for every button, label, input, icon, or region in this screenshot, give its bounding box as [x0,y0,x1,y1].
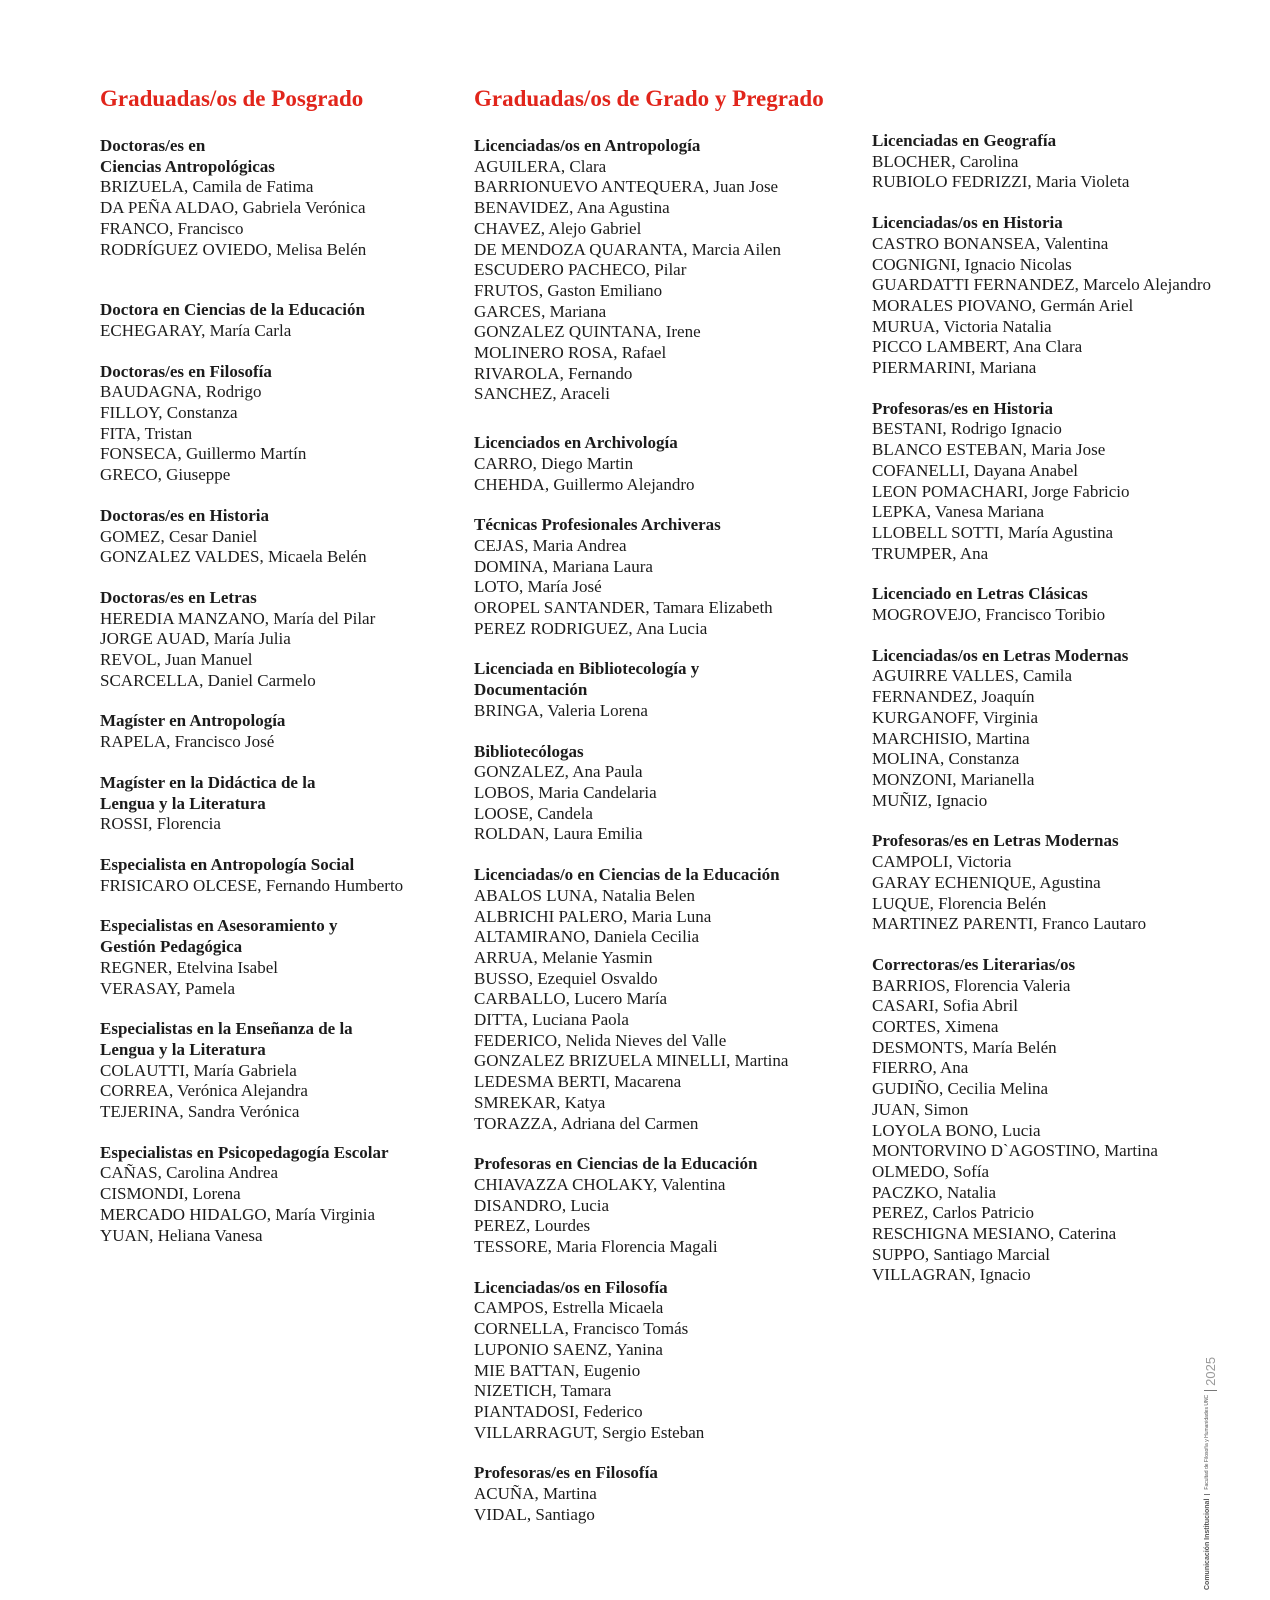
footer-unit: Comunicación Institucional [1204,1498,1211,1590]
graduate-name: DESMONTS, María Belén [872,1037,1057,1057]
graduate-name: LOTO, María José [474,577,602,597]
graduate-name: COLAUTTI, María Gabriela [100,1060,297,1080]
graduate-name: CASTRO BONANSEA, Valentina [872,233,1109,253]
graduate-name: ROSSI, Florencia [100,814,221,834]
graduate-name: MOLINERO ROSA, Rafael [474,343,667,363]
graduate-name: MORALES PIOVANO, Germán Ariel [872,295,1134,315]
column-heading: Graduadas/os de Grado y Pregrado [474,86,824,111]
graduate-name: ABALOS LUNA, Natalia Belen [474,885,695,905]
graduate-name: GARAY ECHENIQUE, Agustina [872,872,1101,892]
graduate-name: VIDAL, Santiago [474,1504,595,1524]
degree-title: Profesoras en Ciencias de la Educación [474,1154,758,1174]
footer-year: 2025 [1204,1357,1217,1391]
degree-section [474,433,854,495]
graduate-name: JORGE AUAD, María Julia [100,629,291,649]
degree-title: Especialistas en la Enseñanza de la Lengua y la Literatura [100,1019,353,1059]
graduate-name: DA PEÑA ALDAO, Gabriela Verónica [100,198,366,218]
graduate-name: VILLAGRAN, Ignacio [872,1265,1031,1285]
degree-section [474,136,854,405]
graduate-name: REGNER, Etelvina Isabel [100,957,278,977]
graduate-name: CAÑAS, Carolina Andrea [100,1163,279,1183]
graduate-name: PIERMARINI, Mariana [872,358,1037,378]
degree-section [474,1463,854,1525]
graduate-name: FONSECA, Guillermo Martín [100,444,307,464]
graduate-name: FRUTOS, Gaston Emiliano [474,280,663,300]
graduate-name: MOLINA, Constanza [872,749,1020,769]
graduate-name: LOYOLA BONO, Lucia [872,1120,1041,1140]
graduate-name: VILLARRAGUT, Sergio Esteban [474,1422,705,1442]
graduate-name: PEREZ RODRIGUEZ, Ana Lucia [474,618,708,638]
graduate-name: GONZALEZ BRIZUELA MINELLI, Martina [474,1051,789,1071]
graduate-name: DITTA, Luciana Paola [474,1010,629,1030]
graduate-name: BUSSO, Ezequiel Osvaldo [474,968,658,988]
degree-title: Magíster en Antropología [100,711,286,731]
graduate-name: KURGANOFF, Virginia [872,707,1039,727]
column-heading: Graduadas/os de Posgrado [100,86,364,111]
degree-section [100,362,450,486]
degree-section [100,1019,450,1123]
graduate-name: MARCHISIO, Martina [872,728,1030,748]
graduate-name: BRINGA, Valeria Lorena [474,700,648,720]
graduate-name: JUAN, Simon [872,1099,969,1119]
degree-section [100,711,450,752]
degree-title: Licenciadas/os en Letras Modernas [872,645,1129,665]
graduate-name: TEJERINA, Sandra Verónica [100,1102,300,1122]
graduate-name: BENAVIDEZ, Ana Agustina [474,198,670,218]
graduate-name: OLMEDO, Sofía [872,1161,990,1181]
degree-title: Licenciadas/os en Antropología [474,136,701,155]
degree-section [872,831,1252,935]
graduate-name: LEPKA, Vanesa Mariana [872,502,1045,522]
footer-logo [1203,1356,1252,1590]
degree-section [100,916,450,999]
graduate-name: MOGROVEJO, Francisco Toribio [872,605,1106,625]
graduate-name: MURUA, Victoria Natalia [872,316,1052,336]
graduate-name: RESCHIGNA MESIANO, Caterina [872,1224,1117,1244]
degree-title: Licenciadas/os en Historia [872,213,1063,233]
graduate-name: BAUDAGNA, Rodrigo [100,382,262,402]
graduate-name: BARRIONUEVO ANTEQUERA, Juan Jose [474,177,779,197]
graduate-name: CAMPOLI, Victoria [872,852,1012,872]
graduate-name: PEREZ, Carlos Patricio [872,1203,1034,1223]
graduate-name: CHEHDA, Guillermo Alejandro [474,474,695,494]
graduate-name: MARTINEZ PARENTI, Franco Lautaro [872,914,1147,934]
graduate-name: TRUMPER, Ana [872,543,989,563]
degree-section [100,136,450,260]
degree-section [872,131,1252,193]
graduate-name: CEJAS, Maria Andrea [474,535,627,555]
degree-title: Correctoras/es Literarias/os [872,954,1076,974]
graduate-name: MERCADO HIDALGO, María Virginia [100,1204,376,1224]
degree-title: Profesoras/es en Letras Modernas [872,831,1119,851]
column-posgrado [100,84,450,1246]
degree-section [100,773,450,835]
graduate-name: BRIZUELA, Camila de Fatima [100,177,314,197]
graduate-name: CARRO, Diego Martin [474,453,634,473]
degree-title: Técnicas Profesionales Archiveras [474,515,721,535]
graduate-name: OROPEL SANTANDER, Tamara Elizabeth [474,598,773,618]
graduate-name: GONZALEZ VALDES, Micaela Belén [100,547,367,567]
graduate-name: GONZALEZ QUINTANA, Irene [474,322,701,342]
degree-title: Doctoras/es en Filosofía [100,361,272,381]
graduate-name: LOBOS, Maria Candelaria [474,782,657,802]
graduate-name: COGNIGNI, Ignacio Nicolas [872,254,1072,274]
graduate-name: MONTORVINO D`AGOSTINO, Martina [872,1141,1158,1161]
graduate-name: SCARCELLA, Daniel Carmelo [100,670,316,690]
degree-section [100,588,450,692]
degree-title: Licenciadas/o en Ciencias de la Educación [474,865,780,885]
graduate-name: CORREA, Verónica Alejandra [100,1081,308,1101]
graduate-name: NIZETICH, Tamara [474,1381,612,1401]
graduate-name: LEDESMA BERTI, Macarena [474,1072,682,1092]
degree-section [872,399,1252,565]
graduate-name: MIE BATTAN, Eugenio [474,1360,641,1380]
graduate-name: TORAZZA, Adriana del Carmen [474,1113,699,1133]
graduate-name: LUPONIO SAENZ, Yanina [474,1339,663,1359]
graduate-name: CARBALLO, Lucero María [474,989,668,1009]
degree-section [100,506,450,568]
degree-section [100,300,450,341]
graduate-name: FERNANDEZ, Joaquín [872,687,1035,707]
graduate-name: GUARDATTI FERNANDEZ, Marcelo Alejandro [872,275,1211,295]
degree-title: Doctoras/es en Letras [100,587,257,607]
graduate-name: FRANCO, Francisco [100,218,244,238]
graduate-name: BLANCO ESTEBAN, Maria Jose [872,440,1106,460]
degree-title: Profesoras/es en Historia [872,398,1053,418]
graduate-name: FRISICARO OLCESE, Fernando Humberto [100,875,404,895]
graduate-name: PACZKO, Natalia [872,1182,997,1202]
graduate-name: YUAN, Heliana Vanesa [100,1225,263,1245]
graduate-name: GONZALEZ, Ana Paula [474,762,643,782]
graduate-name: GUDIÑO, Cecilia Melina [872,1079,1049,1099]
graduate-name: ARRUA, Melanie Yasmin [474,947,653,967]
graduate-name: CASARI, Sofia Abril [872,996,1018,1016]
graduate-name: PIANTADOSI, Federico [474,1401,643,1421]
degree-title: Bibliotecólogas [474,741,584,761]
graduate-name: AGUILERA, Clara [474,156,607,176]
graduate-name: REVOL, Juan Manuel [100,650,253,670]
graduate-name: CHAVEZ, Alejo Gabriel [474,218,642,238]
graduate-name: HEREDIA MANZANO, María del Pilar [100,608,376,628]
graduate-name: SUPPO, Santiago Marcial [872,1244,1051,1264]
graduate-name: GRECO, Giuseppe [100,465,231,485]
degree-section [872,213,1252,379]
graduate-name: MUÑIZ, Ignacio [872,790,988,810]
graduate-name: BESTANI, Rodrigo Ignacio [872,419,1062,439]
graduate-name: LUQUE, Florencia Belén [872,893,1047,913]
degree-title: Magíster en la Didáctica de la Lengua y la Literatura [100,772,316,813]
degree-section [100,855,450,896]
degree-title: Profesoras/es en Filosofía [474,1463,658,1483]
degree-section [872,584,1252,625]
graduate-name: RUBIOLO FEDRIZZI, Maria Violeta [872,172,1130,192]
degree-title: Licenciados en Archivología [474,433,678,453]
degree-title: Licenciado en Letras Clásicas [872,584,1088,604]
graduate-name: LOOSE, Candela [474,803,593,823]
degree-title: Especialistas en Asesoramiento y Gestión Pedagógica [100,916,338,957]
graduate-name: ESCUDERO PACHECO, Pilar [474,260,687,280]
graduate-name: LLOBELL SOTTI, María Agustina [872,522,1114,542]
graduate-name: GOMEZ, Cesar Daniel [100,526,258,546]
degree-section [474,1278,854,1444]
graduate-name: BARRIOS, Florencia Valeria [872,975,1071,995]
graduate-name: BLOCHER, Carolina [872,151,1019,171]
graduate-name: FEDERICO, Nelida Nieves del Valle [474,1030,727,1050]
graduate-name: COFANELLI, Dayana Anabel [872,460,1078,480]
degree-section [474,865,854,1134]
graduate-name: FITA, Tristan [100,423,193,443]
graduate-name: FILLOY, Constanza [100,403,238,423]
graduate-name: ALTAMIRANO, Daniela Cecilia [474,927,700,947]
graduate-name: CORNELLA, Francisco Tomás [474,1319,689,1339]
degree-section [474,742,854,846]
graduate-name: SMREKAR, Katya [474,1092,606,1112]
degree-title: Doctoras/es en Historia [100,505,270,525]
graduate-name: TESSORE, Maria Florencia Magali [474,1237,718,1257]
graduate-name: VERASAY, Pamela [100,978,236,998]
degree-section [872,646,1252,812]
graduate-name: FIERRO, Ana [872,1058,969,1078]
graduate-name: CAMPOS, Estrella Micaela [474,1298,664,1318]
graduate-name: GARCES, Mariana [474,301,607,321]
graduate-name: CISMONDI, Lorena [100,1184,241,1204]
degree-title: Licenciadas en Geografía [872,131,1057,150]
graduate-name: DE MENDOZA QUARANTA, Marcia Ailen [474,239,781,259]
graduate-name: ACUÑA, Martina [474,1484,597,1504]
footer-faculty: Facultad de Filosofía y Humanidades UNC [1204,1395,1210,1495]
graduate-name: ECHEGARAY, María Carla [100,320,292,340]
degree-title: Especialistas en Psicopedagogía Escolar [100,1142,389,1162]
degree-section [872,955,1252,1286]
graduate-name: RIVAROLA, Fernando [474,363,633,383]
graduate-name: RODRÍGUEZ OVIEDO, Melisa Belén [100,239,367,259]
graduate-name: PICCO LAMBERT, Ana Clara [872,337,1083,357]
degree-title: Especialista en Antropología Social [100,854,355,874]
graduate-name: PEREZ, Lourdes [474,1216,591,1236]
degree-section [474,1154,854,1258]
graduate-name: CORTES, Ximena [872,1017,999,1037]
graduate-name: ALBRICHI PALERO, Maria Luna [474,906,712,926]
graduate-name: MONZONI, Marianella [872,769,1035,789]
degree-title: Doctora en Ciencias de la Educación [100,300,365,320]
graduate-name: SANCHEZ, Araceli [474,384,610,404]
graduate-name: LEON POMACHARI, Jorge Fabricio [872,481,1130,501]
degree-section [474,659,854,721]
degree-section [100,1143,450,1247]
column-grado [474,84,854,1525]
degree-section [474,515,854,639]
graduate-name: ROLDAN, Laura Emilia [474,824,643,844]
degree-title: Doctoras/es en Ciencias Antropológicas [100,136,275,176]
column-grado-continued [872,131,1252,1286]
degree-title: Licenciada en Bibliotecología y Documentación [474,659,700,700]
graduate-name: RAPELA, Francisco José [100,732,275,752]
graduate-name: DOMINA, Mariana Laura [474,556,653,576]
graduate-name: AGUIRRE VALLES, Camila [872,666,1073,686]
graduate-name: DISANDRO, Lucia [474,1195,610,1215]
degree-title: Licenciadas/os en Filosofía [474,1277,668,1297]
graduate-name: CHIAVAZZA CHOLAKY, Valentina [474,1174,726,1194]
